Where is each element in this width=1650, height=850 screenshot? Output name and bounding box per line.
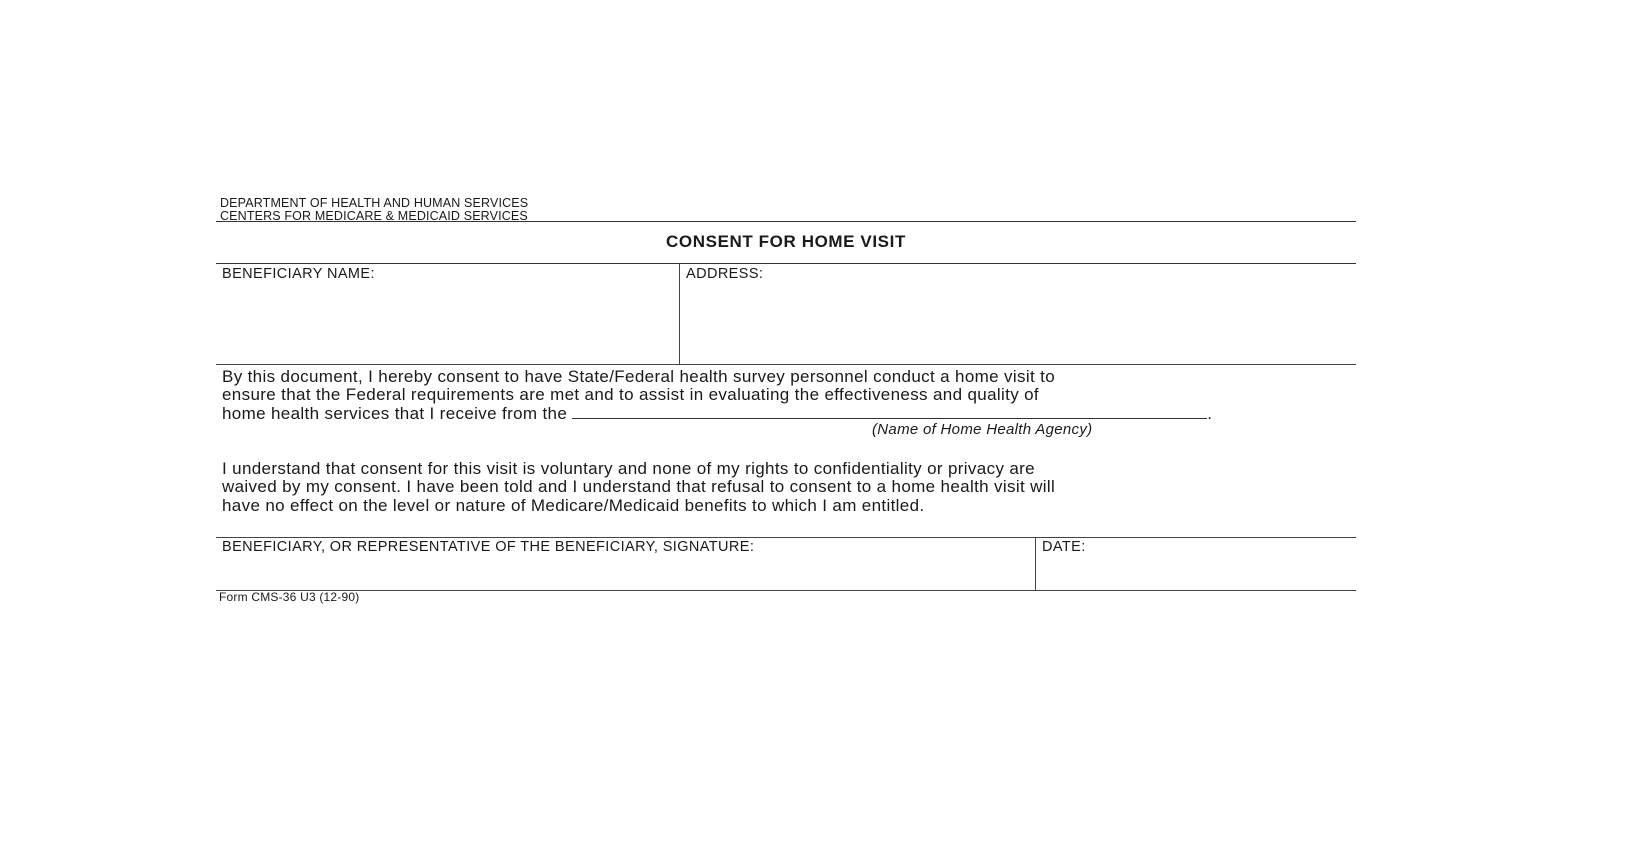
- centers-name: CENTERS FOR MEDICARE & MEDICAID SERVICES: [220, 209, 528, 223]
- consent-line-2: ensure that the Federal requirements are met and to assist in evaluating the effectiveness and quality of: [222, 385, 1040, 404]
- department-name: DEPARTMENT OF HEALTH AND HUMAN SERVICES: [220, 196, 529, 210]
- address-row-divider: [216, 364, 1356, 365]
- consent-line-3-text: home health services that I receive from the: [222, 404, 568, 423]
- form-number: Form CMS-36 U3 (12-90): [219, 590, 360, 604]
- signature-date-divider: [1035, 537, 1036, 591]
- name-address-divider: [679, 264, 680, 365]
- form-title: CONSENT FOR HOME VISIT: [666, 232, 906, 251]
- signature-field[interactable]: [218, 556, 1032, 589]
- consent-line-3-period: .: [1207, 404, 1213, 423]
- signature-row-top: [216, 537, 1356, 538]
- understanding-line-2: waived by my consent. I have been told and I understand that refusal to consent to a home health visit will: [222, 477, 1056, 496]
- consent-line-1: By this document, I hereby consent to have State/Federal health survey personnel conduct a home visit to: [222, 367, 1056, 386]
- title-divider: [216, 263, 1356, 264]
- beneficiary-name-label: BENEFICIARY NAME:: [222, 266, 375, 282]
- signature-row-bottom: [216, 590, 1356, 591]
- date-label: DATE:: [1042, 539, 1086, 555]
- home-health-agency-field[interactable]: [572, 404, 1207, 419]
- address-label: ADDRESS:: [686, 266, 764, 282]
- address-field[interactable]: [683, 284, 1353, 362]
- header-divider: [216, 221, 1356, 222]
- agency-caption: (Name of Home Health Agency): [872, 421, 1093, 438]
- beneficiary-name-field[interactable]: [218, 284, 676, 362]
- date-field[interactable]: [1039, 556, 1353, 589]
- understanding-line-3: have no effect on the level or nature of Medicare/Medicaid benefits to which I am entitled.: [222, 496, 925, 515]
- signature-label: BENEFICIARY, OR REPRESENTATIVE OF THE BENEFICIARY, SIGNATURE:: [222, 539, 755, 555]
- understanding-line-1: I understand that consent for this visit is voluntary and none of my rights to confidentiality or privacy are: [222, 459, 1035, 478]
